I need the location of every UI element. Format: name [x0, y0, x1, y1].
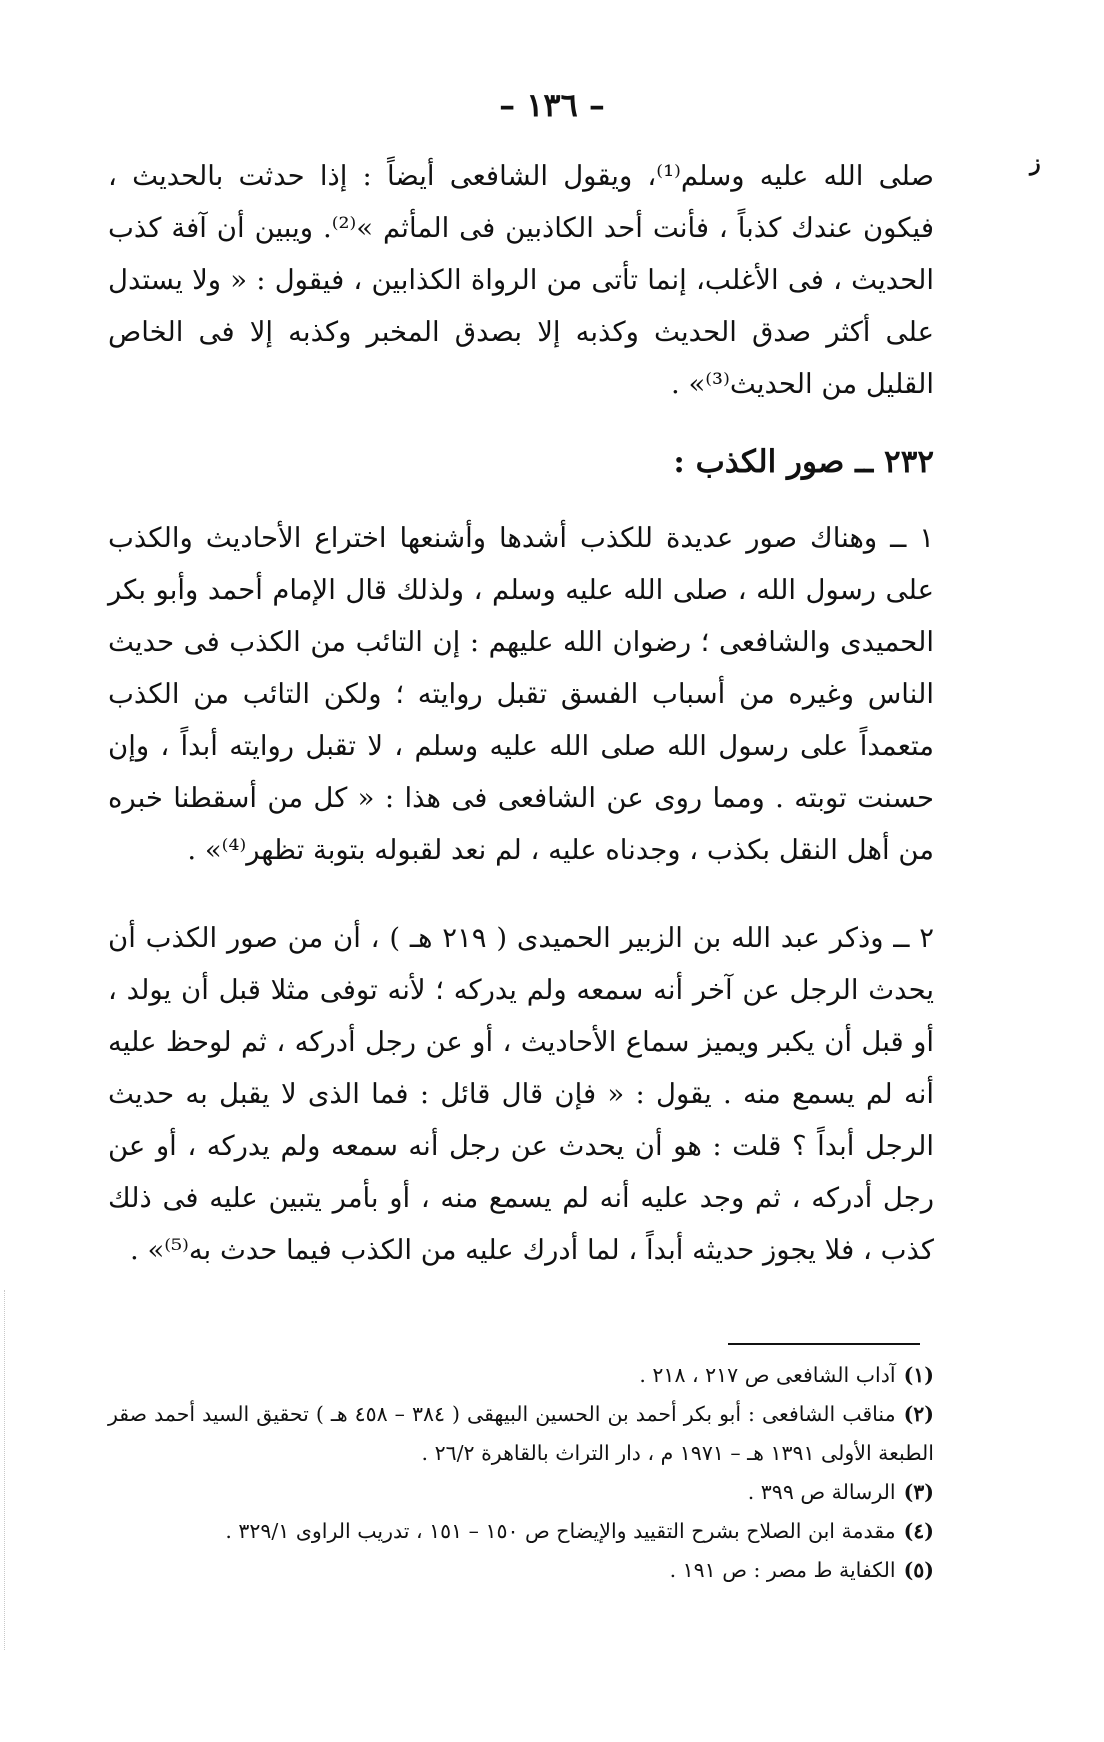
footnote-separator — [728, 1343, 920, 1345]
footnote-1 — [108, 1356, 934, 1395]
footnote-number: (٣) — [903, 1480, 934, 1504]
footnote-number: (٢) — [903, 1402, 934, 1426]
paragraph-item-2: ٢ ــ وذكر عبد الله بن الزبير الحميدى ( ٢١٩ هـ ) ، أن من صور الكذب أن يحدث الرجل عن آخر أنه سمعه ولم يدركه ؛ لأنه توفى مثلا قبل أن يولد ، أو قبل أن يكبر ويميز سماع الأحاديث ، أو عن رجل أدركه ، ثم لوحظ عليه أنه لم يسمع منه . يقول : « فإن قال قائل : فما الذى لا يقبل به حديث الرجل أبداً ؟ قلت : هو أن يحدث عن رجل أنه سمعه ولم يدركه ، أو عن رجل أدركه ، ثم وجد عليه أنه لم يسمع منه ، أو بأمر يتبين عليه فى ذلك كذب ، فلا يجوز حديثه أبداً ، لما أدرك عليه من الكذب فيما حدث به⁽⁵⁾» . — [108, 922, 934, 1266]
footnote-2 — [108, 1395, 934, 1473]
footnote-text: الكفاية ط مصر : ص ١٩١ . — [669, 1558, 896, 1582]
scan-edge-line — [4, 1290, 5, 1650]
paragraph-item-1: ١ ــ وهناك صور عديدة للكذب أشدها وأشنعها اختراع الأحاديث والكذب على رسول الله ، صلى الله عليه وسلم ، ولذلك قال الإمام أحمد وأبو بكر الحميدى والشافعى ؛ رضوان الله عليهم : إن التائب من الكذب فى حديث الناس وغيره من أسباب الفسق تقبل روايته ؛ ولكن التائب من الكذب متعمداً على رسول الله صلى الله عليه وسلم ، لا تقبل روايته أبداً ، وإن حسنت توبته . ومما روى عن الشافعى فى هذا : « كل من أسقطنا خبره من أهل النقل بكذب ، وجدناه عليه ، لم نعد لقبوله بتوبة تظهر⁽⁴⁾» . — [108, 522, 934, 866]
margin-mark: ز — [1030, 150, 1041, 176]
paragraph-continuation: صلى الله عليه وسلم⁽¹⁾، ويقول الشافعى أيضاً : إذا حدثت بالحديث ، فيكون عندك كذباً ، فأنت أحد الكاذبين فى المأثم »⁽²⁾. ويبين أن آفة كذب الحديث ، فى الأغلب، إنما تأتى من الرواة الكذابين ، فيقول : « ولا يستدل على أكثر صدق الحديث وكذبه إلا بصدق المخبر وكذبه إلا فى الخاص القليل من الحديث⁽³⁾» . — [108, 160, 934, 400]
footnote-text: آداب الشافعى ص ٢١٧ ، ٢١٨ . — [639, 1363, 896, 1387]
section-heading: ٢٣٢ ــ صور الكذب : — [673, 444, 934, 480]
footnote-text: مناقب الشافعى : أبو بكر أحمد بن الحسين البيهقى ( ٣٨٤ – ٤٥٨ هـ ) تحقيق السيد أحمد صقر الطبعة الأولى ١٣٩١ هـ – ١٩٧١ م ، دار التراث بالقاهرة ٢٦/٢ . — [108, 1402, 934, 1465]
footnote-number: (١) — [903, 1363, 934, 1387]
page-number: – ١٣٦ – — [499, 86, 605, 124]
footnote-text: الرسالة ص ٣٩٩ . — [747, 1480, 896, 1504]
footnote-text: مقدمة ابن الصلاح بشرح التقييد والإيضاح ص ١٥٠ – ١٥١ ، تدريب الراوى ٣٢٩/١ . — [225, 1519, 896, 1543]
footnote-3 — [108, 1473, 934, 1512]
footnote-4 — [108, 1512, 934, 1551]
footnotes-list — [108, 1356, 934, 1590]
footnote-5 — [108, 1551, 934, 1590]
footnote-number: (٤) — [903, 1519, 934, 1543]
footnote-number: (٥) — [903, 1558, 934, 1582]
